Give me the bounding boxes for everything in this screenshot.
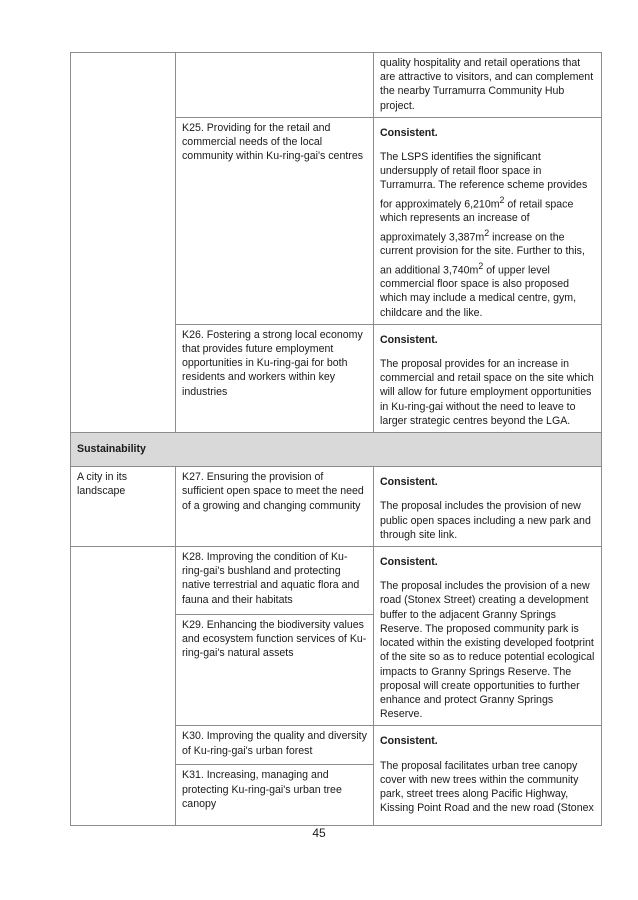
action-text: K26. Fostering a strong local economy that provides future employment opportunities in Ku-ring-gai for both residents and workers within key industries [182, 328, 363, 398]
action-text: K28. Improving the condition of Ku-ring-gai's bushland and protecting native terrestrial and aquatic flora and fauna and their habitats [182, 551, 360, 606]
response-cell [374, 467, 602, 547]
action-cell [176, 53, 374, 118]
theme-cell [71, 467, 176, 547]
response-text: The proposal includes the provision of new public open spaces including a new park and through site link. [380, 500, 591, 541]
action-text: K30. Improving the quality and diversity of Ku-ring-gai's urban forest [182, 730, 367, 757]
verdict-label: Consistent. [380, 333, 438, 346]
verdict-label: Consistent. [380, 735, 438, 748]
action-text: K29. Enhancing the biodiversity values and ecosystem function services of Ku-ring-gai's natural assets [182, 619, 367, 660]
table-row [71, 467, 602, 547]
consistency-table [70, 52, 602, 826]
section-heading: Sustainability [71, 433, 602, 467]
action-cell [176, 726, 374, 826]
action-subcell [176, 614, 373, 665]
response-text: The LSPS identifies the significant undersupply of retail floor space in Turramurra. The reference scheme provides for approximately $6,210m^2$ of retail space which represents an increase of approximately $3,387m^2$ increase on the current provision for the site. Further to this, an additional $3,740m^2$ of upper level commercial floor space is also proposed which may include a medical centre, gym, childcare and the like. [380, 151, 588, 319]
action-cell [176, 117, 374, 324]
theme-text: A city in its landscape [77, 471, 128, 498]
theme-cell [71, 547, 176, 826]
page-number: 45 [312, 826, 326, 840]
table-row [71, 547, 602, 726]
action-cell [176, 547, 374, 726]
action-subcell [176, 726, 373, 764]
document-page [70, 52, 601, 826]
verdict-label: Consistent. [380, 126, 438, 139]
verdict-label: Consistent. [380, 476, 438, 489]
response-cell [374, 53, 602, 118]
action-subcell [176, 764, 373, 825]
response-cell [374, 324, 602, 432]
action-text: K25. Providing for the retail and commercial needs of the local community within Ku-ring-gai's centres [182, 121, 364, 163]
response-cell [374, 726, 602, 826]
action-subcell [176, 547, 373, 614]
theme-cell [71, 53, 176, 433]
response-cell [374, 547, 602, 726]
table-row [71, 53, 602, 118]
response-text: The proposal provides for an increase in commercial and retail space on the site which will allow for future employment opportunities in Ku-ring-gai without the need to leave to larger strategic centres beyond the LGA. [380, 358, 594, 427]
action-text: K27. Ensuring the provision of sufficient open space to meet the need of a growing and changing community [182, 471, 364, 512]
response-text: quality hospitality and retail operations that are attractive to visitors, and can complement the nearby Turramurra Community Hub project. [380, 57, 594, 112]
verdict-label: Consistent. [380, 556, 438, 569]
action-text: K31. Increasing, managing and protecting Ku-ring-gai's urban tree canopy [182, 769, 342, 810]
action-cell [176, 467, 374, 547]
action-cell [176, 324, 374, 432]
response-cell [374, 117, 602, 324]
response-text: The proposal facilitates urban tree canopy cover with new trees within the community park, street trees along Pacific Highway, Kissing Point Road and the new road (Stonex [380, 759, 594, 815]
response-text: The proposal includes the provision of a new road (Stonex Street) creating a development buffer to the adjacent Granny Springs Reserve. The proposed community park is located within the existing developed footprint of the site so as to reduce potential ecological impacts to Granny Springs Reserve. The proposal will create opportunities to further enhance and protect Granny Springs Reserve. [380, 580, 595, 721]
section-heading-row [71, 433, 602, 467]
